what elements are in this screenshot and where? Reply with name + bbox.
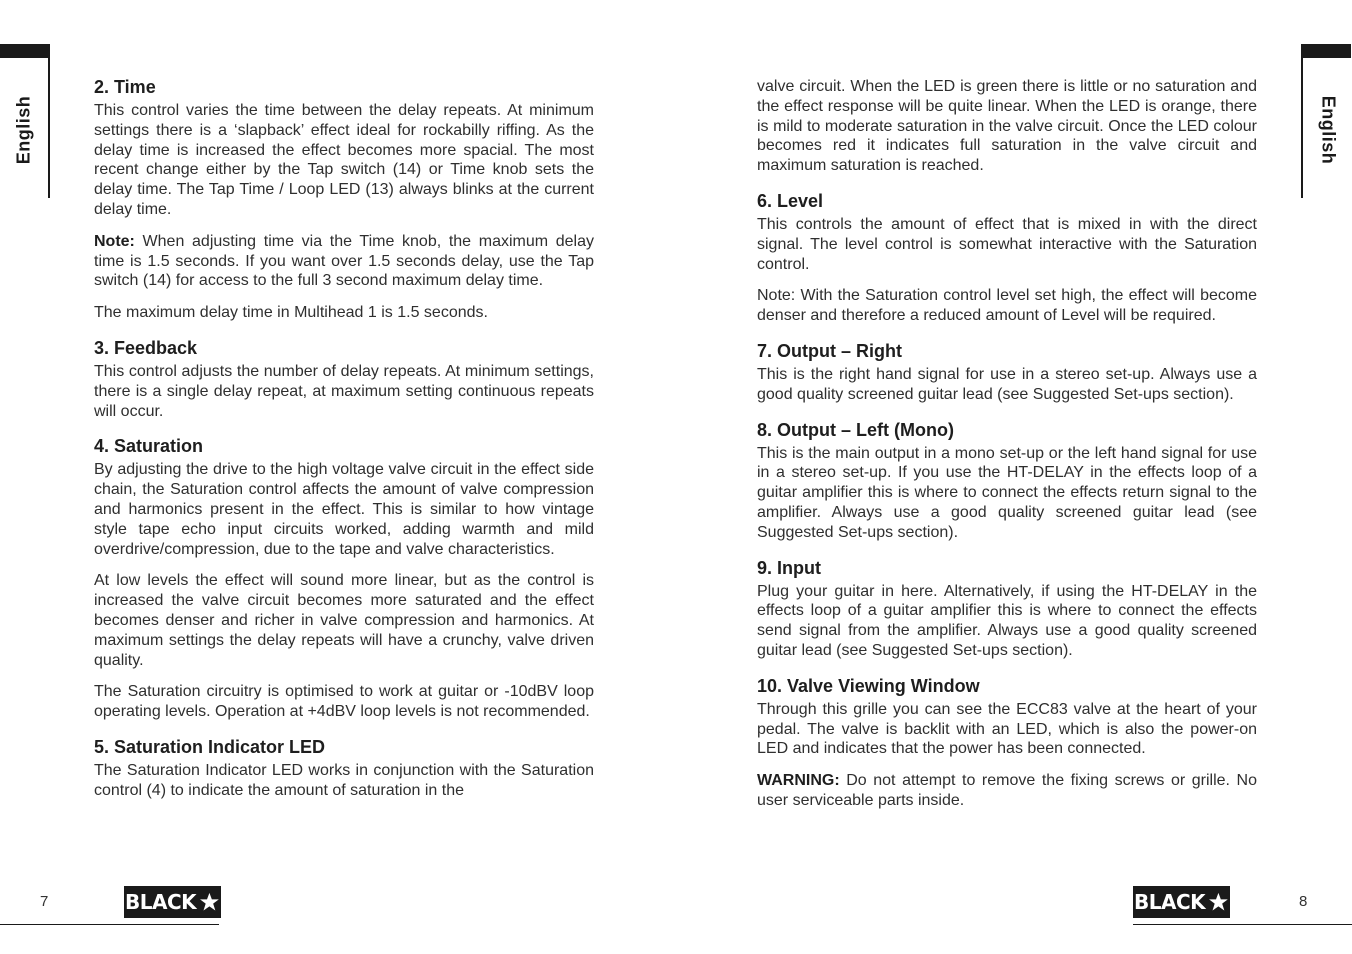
left-language-tab: English bbox=[13, 95, 34, 165]
section-heading: 2. Time bbox=[94, 77, 156, 97]
section-valve-viewing-window bbox=[757, 676, 1257, 811]
section-paragraph: This is the right hand signal for use in a stereo set-up. Always use a good quality screened guitar lead (see Suggested Set-ups section). bbox=[757, 365, 1257, 403]
left-tab-marker bbox=[0, 44, 50, 58]
logo-wordmark: BLACK bbox=[1134, 890, 1206, 914]
section-saturation-indicator-led bbox=[94, 737, 594, 801]
right-tab-marker bbox=[1301, 44, 1351, 58]
section-level bbox=[757, 191, 1257, 326]
section-input bbox=[757, 558, 1257, 661]
warning-text: Do not attempt to remove the fixing screws or grille. No user serviceable parts inside. bbox=[757, 772, 1257, 809]
note-label: Note: bbox=[94, 232, 135, 250]
section-paragraph: Note: With the Saturation control level set high, the effect will become denser and therefore a reduced amount of Level will be required. bbox=[757, 287, 1257, 325]
section-paragraph: The Saturation Indicator LED works in conjunction with the Saturation control (4) to indicate the amount of saturation in the bbox=[94, 761, 594, 799]
section-led-continued bbox=[757, 77, 1257, 176]
page-number-left: 7 bbox=[40, 893, 49, 910]
right-language-tab: English bbox=[1318, 95, 1339, 165]
section-heading: 7. Output – Right bbox=[757, 340, 902, 361]
brand-logo-left bbox=[124, 886, 221, 918]
right-page-content bbox=[757, 77, 1257, 826]
section-heading: 6. Level bbox=[757, 190, 824, 211]
section-heading: 4. Saturation bbox=[94, 436, 204, 457]
section-paragraph: This is the main output in a mono set-up or the left hand signal for use in a stereo set-up. If you use the HT-DELAY in the effects loop of a guitar amplifier this is where to connect the effects return signal to the amplifier. Always use a good quality screened guitar lead (see Suggested Set-ups section). bbox=[757, 444, 1257, 541]
warning-paragraph bbox=[757, 771, 1257, 811]
section-paragraph: Plug your guitar in here. Alternatively, if using the HT-DELAY in the effects loop of a guitar amplifier this is where to connect the effects send signal from the amplifier. Always use a good quality screened guitar lead (see Suggested Set-ups section). bbox=[757, 582, 1257, 659]
section-paragraph: At low levels the effect will sound more linear, but as the control is increased the valve circuit becomes more saturated and the effect becomes denser and richer in valve compression and harmonics. At maximum settings the delay repeats will have a crunchy, valve driven quality. bbox=[94, 572, 594, 669]
section-time bbox=[94, 77, 594, 323]
section-heading: 3. Feedback bbox=[94, 337, 198, 358]
note-text: When adjusting time via the Time knob, the maximum delay time is 1.5 seconds. If you want over 1.5 seconds delay, use the Tap switch (14) for access to the full 3 second maximum delay time. bbox=[94, 232, 594, 290]
star-icon bbox=[1208, 890, 1229, 914]
left-tab-rule bbox=[48, 58, 50, 198]
section-heading: 5. Saturation Indicator LED bbox=[94, 736, 326, 757]
section-heading: 10. Valve Viewing Window bbox=[757, 675, 980, 696]
section-paragraph: The Saturation circuitry is optimised to work at guitar or -10dBV loop operating levels. Operation at +4dBV loop levels is not recommended. bbox=[94, 683, 594, 721]
logo-wordmark: BLACK bbox=[125, 890, 197, 914]
section-heading: 8. Output – Left (Mono) bbox=[757, 419, 954, 440]
section-output-right bbox=[757, 341, 1257, 405]
section-output-left-mono bbox=[757, 420, 1257, 543]
section-heading: 9. Input bbox=[757, 557, 821, 578]
section-paragraph: By adjusting the drive to the high voltage valve circuit in the effect side chain, the Saturation control affects the amount of valve compression and harmonics present in the effect. This is similar to how vintage style tape echo input circuits worked, adding warmth and mild overdrive/compression, due to the tape and valve characteristics. bbox=[94, 461, 594, 558]
star-icon bbox=[199, 890, 220, 914]
section-feedback bbox=[94, 338, 594, 421]
section-paragraph: The maximum delay time in Multihead 1 is 1.5 seconds. bbox=[94, 304, 488, 322]
page-number-right: 8 bbox=[1299, 893, 1308, 910]
section-saturation bbox=[94, 436, 594, 722]
brand-logo-right bbox=[1133, 886, 1230, 918]
section-paragraph: This control varies the time between the delay repeats. At minimum settings there is a ‘slapback’ effect ideal for rockabilly riffing. As the delay time is increased the effect becomes more spacial. The most recent change either by the Tap switch (14) or Time knob sets the delay time. The Tap Time / Loop LED (13) always blinks at the current delay time. bbox=[94, 102, 594, 218]
warning-label: WARNING: bbox=[757, 772, 840, 790]
section-paragraph: Through this grille you can see the ECC83 valve at the heart of your pedal. The valve is backlit with an LED, which is also the power-on LED and indicates that the power has been connected. bbox=[757, 700, 1257, 758]
left-page-content bbox=[94, 77, 594, 816]
right-tab-rule bbox=[1301, 58, 1303, 198]
section-paragraph: This controls the amount of effect that is mixed in with the direct signal. The level control is somewhat interactive with the Saturation control. bbox=[757, 215, 1257, 273]
footer-rule-left bbox=[0, 924, 219, 925]
section-paragraph: valve circuit. When the LED is green there is little or no saturation and the effect response will be quite linear. When the LED is orange, there is mild to moderate saturation in the valve circuit. Once the LED colour becomes red it indicates full saturation in the valve circuit and maximum saturation is reached. bbox=[757, 78, 1257, 175]
section-paragraph: This control adjusts the number of delay repeats. At minimum settings, there is a single delay repeat, at maximum setting continuous repeats will occur. bbox=[94, 362, 594, 420]
note-paragraph bbox=[94, 232, 594, 291]
footer-rule-right bbox=[1133, 924, 1352, 925]
